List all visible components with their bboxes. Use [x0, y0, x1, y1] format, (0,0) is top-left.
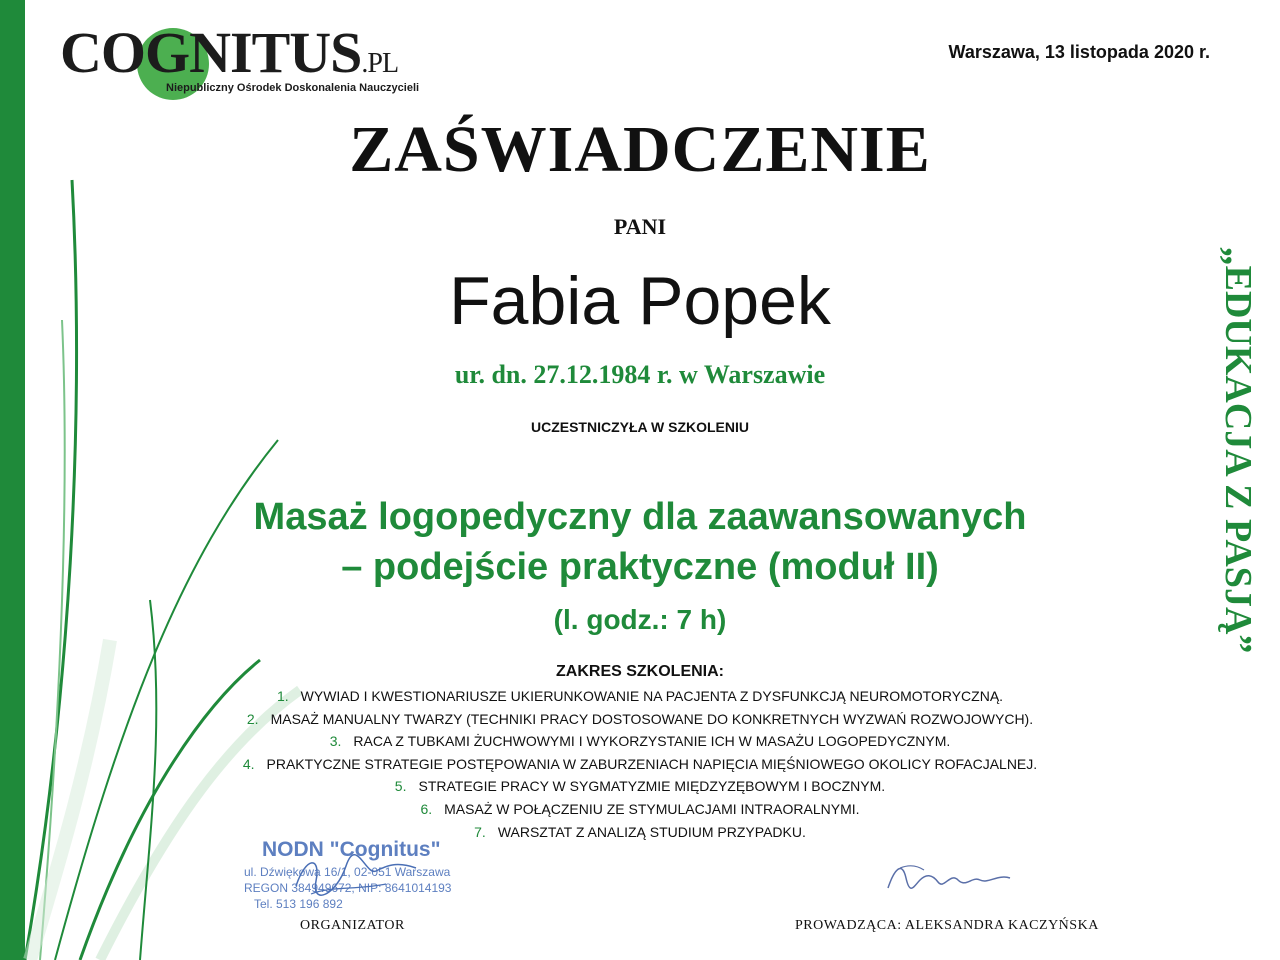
motto-vertical: „EDUKACJA Z PASJĄ” — [1217, 246, 1259, 654]
participant-name: Fabia Popek — [449, 263, 831, 339]
list-item-number: 4. — [242, 755, 255, 772]
list-item — [130, 708, 1150, 731]
certificate-title: ZAŚWIADCZENIE — [349, 113, 931, 186]
stamp-address: ul. Dźwiękowa 16/1, 02-051 Warszawa — [244, 865, 451, 879]
list-item-text: WYWIAD I KWESTIONARIUSZE UKIERUNKOWANIE NA PACJENTA Z DYSFUNKCJĄ NEUROMOTORYCZNĄ. — [300, 688, 1004, 704]
logo-suffix: .PL — [361, 48, 399, 79]
logo-subtitle: Niepubliczny Ośrodek Doskonalenia Nauczycieli — [166, 82, 420, 94]
logo-text: COGNITUS — [60, 20, 362, 85]
list-item-text: MASAŻ W POŁĄCZENIU ZE STYMULACJAMI INTRAORALNYMI. — [444, 800, 860, 817]
list-item-text: STRATEGIE PRACY W SYGMATYZMIE MIĘDZYZĘBOWYM I BOCZNYM. — [418, 778, 886, 795]
organizer-stamp — [236, 838, 486, 918]
list-item-text: WARSZTAT Z ANALIZĄ STUDIUM PRZYPADKU. — [497, 823, 806, 840]
list-item-text: PRAKTYCZNE STRATEGIE POSTĘPOWANIA W ZABURZENIACH NAPIĘCIA MIĘŚNIOWEGO OKOLICY ROFACJALNEJ. — [266, 755, 1038, 772]
lecturer-signature — [880, 850, 1020, 900]
list-item — [130, 753, 1150, 776]
cognitus-logo — [60, 18, 450, 102]
list-item — [130, 775, 1150, 798]
course-title-line2: – podejście praktyczne (moduł II) — [341, 546, 939, 588]
course-title — [130, 492, 1150, 592]
list-item-number: 2. — [246, 710, 259, 727]
list-item — [130, 798, 1150, 821]
participation-statement: UCZESTNICZYŁA W SZKOLENIU — [530, 419, 750, 435]
list-item-number: 6. — [420, 800, 433, 817]
stamp-name: NODN "Cognitus" — [262, 838, 441, 861]
left-green-bar — [0, 0, 25, 960]
birth-info: ur. dn. 27.12.1984 r. w Warszawie — [454, 360, 826, 389]
stamp-phone: Tel. 513 196 892 — [254, 897, 343, 911]
list-item — [130, 730, 1150, 753]
list-item-number: 5. — [394, 778, 407, 795]
organizer-caption: ORGANIZATOR — [300, 918, 405, 933]
lecturer-caption: PROWADZĄCA: ALEKSANDRA KACZYŃSKA — [795, 918, 1099, 933]
issue-date: Warszawa, 13 listopada 2020 r. — [948, 42, 1210, 62]
course-hours: (l. godz.: 7 h) — [553, 604, 727, 635]
list-item-text: RACA Z TUBKAMI ŻUCHWOWYMI I WYKORZYSTANIE ICH W MASAŻU LOGOPEDYCZNYM. — [353, 733, 951, 750]
scope-heading: ZAKRES SZKOLENIA: — [556, 663, 724, 680]
list-item-text: MASAŻ MANUALNY TWARZY (TECHNIKI PRACY DOSTOSOWANE DO KONKRETNYCH WYZWAŃ ROZWOJOWYCH). — [270, 710, 1034, 727]
list-item-number: 1. — [276, 688, 289, 704]
organizer-signature — [286, 846, 426, 906]
list-item-number: 3. — [329, 733, 342, 750]
scope-list — [130, 685, 1150, 843]
course-title-line1: Masaż logopedyczny dla zaawansowanych — [253, 496, 1027, 538]
list-item-number: 7. — [474, 823, 486, 840]
salutation: PANI — [613, 214, 667, 239]
list-item — [130, 685, 1150, 708]
stamp-regon: REGON 384949672, NIP: 8641014193 — [244, 881, 452, 895]
